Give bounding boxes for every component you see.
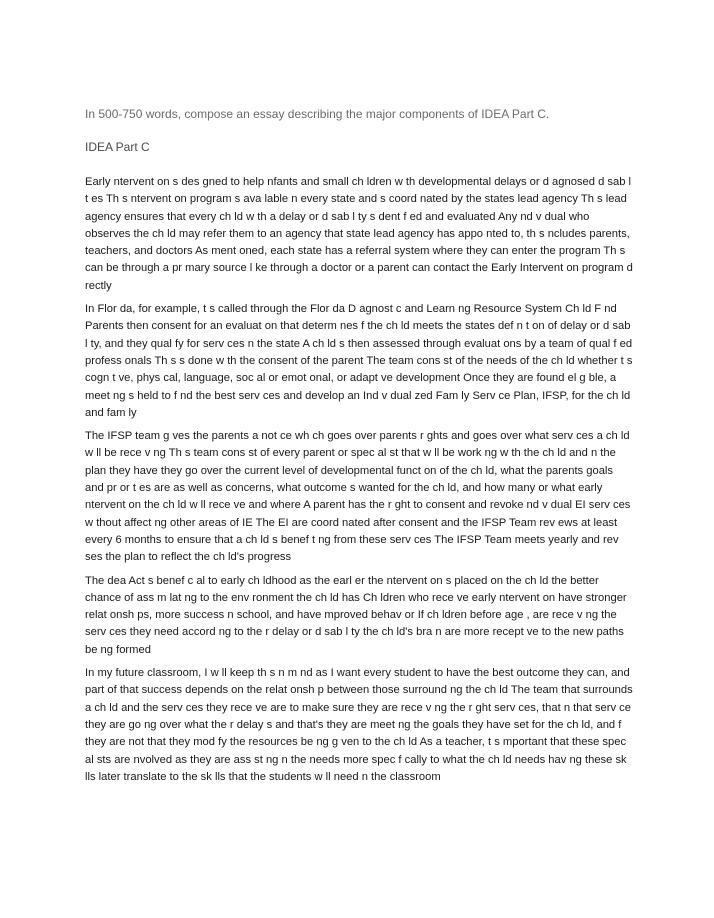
essay-title: IDEA Part C	[85, 140, 150, 154]
essay-paragraph-5: In my future classroom, I w ll keep th s n m nd as I want every student to have the best outcome they can, and part of that success depends on the relat onsh p between those surround ng the ch ld The team that surrounds a ch ld and the serv ces they rece ve are to make sure they are rece v ng the r ght serv ces, that n that serv ce they are go ng over what the r delay s and that's they are meet ng the goals they have set for the ch ld, and f they are not that they mod fy the resources be ng g ven to the ch ld As a teacher, t s mportant that these spec al sts are nvolved as they are ass st ng n the needs more spec f cally to what the ch ld needs hav ng these sk lls later translate to the sk lls that the students w ll need n the classroom	[85, 667, 633, 783]
document-page	[85, 106, 633, 792]
essay-paragraph-4: The dea Act s benef c al to early ch ldhood as the earl er the ntervent on s placed on the ch ld the better chance of ass m lat ng to the env ronment the ch ld has Ch ldren who rece ve early ntervent on have stronger relat onsh ps, more success n school, and have mproved behav or If ch ldren before age , are rece v ng the serv ces they need accord ng to the r delay or d sab l ty the ch ld's bra n are more recept ve to the new paths be ng formed	[85, 574, 627, 656]
essay-paragraph-1: Early ntervent on s des gned to help nfants and small ch ldren w th developmental delays or d agnosed d sab l t es Th s ntervent on program s ava lable n every state and s coord nated by the states lead agency Th s lead agency ensures that every ch ld w th a delay or d sab l ty s dent f ed and evaluated Any nd v dual who observes the ch ld may refer them to an agency that state lead agency has appo nted to, th s ncludes parents, teachers, and doctors As ment oned, each state has a referral system where they can enter the program Th s can be through a pr mary source l ke through a doctor or a parent can contact the Early Intervent on program d rectly	[85, 176, 633, 292]
essay-paragraph-2: In Flor da, for example, t s called through the Flor da D agnost c and Learn ng Resource System Ch ld F nd Parents then consent for an evaluat on that determ nes f the ch ld meets the states def n t on of delay or d sab l ty, and they qual fy for serv ces n the state A ch ld s then assessed through evaluat ons by a team of qual f ed profess onals Th s s done w th the consent of the parent The team cons st of the needs of the ch ld whether t s cogn t ve, phys cal, language, soc al or emot onal, or adapt ve development Once they are found el g ble, a meet ng s held to f nd the best serv ces and develop an Ind v dual zed Fam ly Serv ce Plan, IFSP, for the ch ld and fam ly	[85, 303, 633, 419]
essay-paragraph-3: The IFSP team g ves the parents a not ce wh ch goes over parents r ghts and goes over what serv ces a ch ld w ll be rece v ng Th s team cons st of every parent or spec al st that w ll be work ng w th the ch ld and n the plan they have they go over the current level of developmental funct on of the ch ld, what the parents goals and pr or t es are as well as concerns, what outcome s wanted for the ch ld, and how many or what early ntervent on the ch ld w ll rece ve and where A parent has the r ght to consent and revoke nd v dual EI serv ces w thout affect ng other areas of IE The EI are coord nated after consent and the IFSP Team rev ews at least every 6 months to ensure that a ch ld s benef t ng from these serv ces The IFSP Team meets yearly and rev ses the plan to reflect the ch ld's progress	[85, 430, 631, 564]
essay-prompt: In 500-750 words, compose an essay describing the major components of IDEA Part C.	[85, 107, 550, 121]
